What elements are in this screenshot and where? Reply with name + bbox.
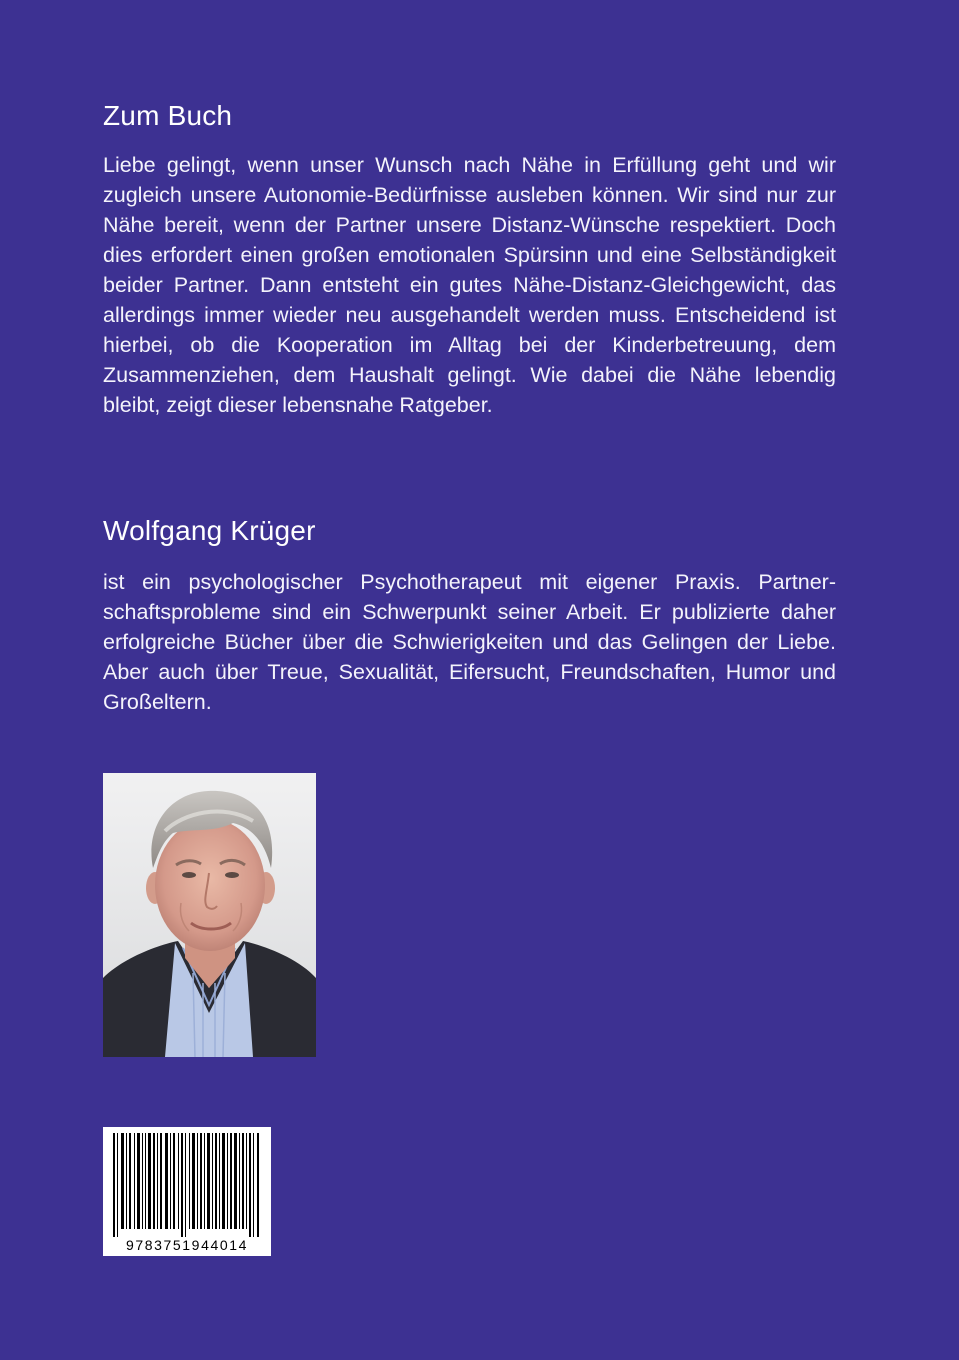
about-book-heading: Zum Buch (103, 100, 233, 131)
barcode-bars (103, 1127, 271, 1237)
isbn-number: 9783751944014 (125, 1237, 249, 1253)
about-book-text: Liebe gelingt, wenn unser Wunsch nach Nähe in Erfüllung geht und wir zugleich unsere Autonomie-Bedürfnisse ausleben können. Wir sind nur zur Nähe bereit, wenn der Partner unsere Distanz-Wünsche respektiert. Doch dies erfordert einen großen emotionalen Spürsinn und eine Selbständigkeit beider Partner. Dann entsteht ein gutes Nähe-Distanz-Gleichgewicht, das allerdings immer wieder neu ausgehandelt werden muss. Entscheidend ist hierbei, ob die Kooperation im Alltag bei der Kinderbetreuung, dem Zusammenziehen, dem Haushalt gelingt. Wie dabei die Nähe lebendig bleibt, zeigt dieser lebensnahe Ratgeber. (103, 153, 836, 417)
author-bio-text: ist ein psychologischer Psychotherapeut mit eigener Praxis. Partnerschaftsprobleme sind ein Schwerpunkt seiner Arbeit. Er publizierte daher erfolgreiche Bücher über die Schwierigkeiten und das Gelingen der Liebe. Aber auch über Treue, Sexualität, Eifersucht, Freundschaften, Humor und Großeltern. (103, 570, 836, 714)
author-photo (103, 773, 316, 1057)
barcode (103, 1127, 271, 1256)
author-name-heading: Wolfgang Krüger (103, 515, 316, 546)
